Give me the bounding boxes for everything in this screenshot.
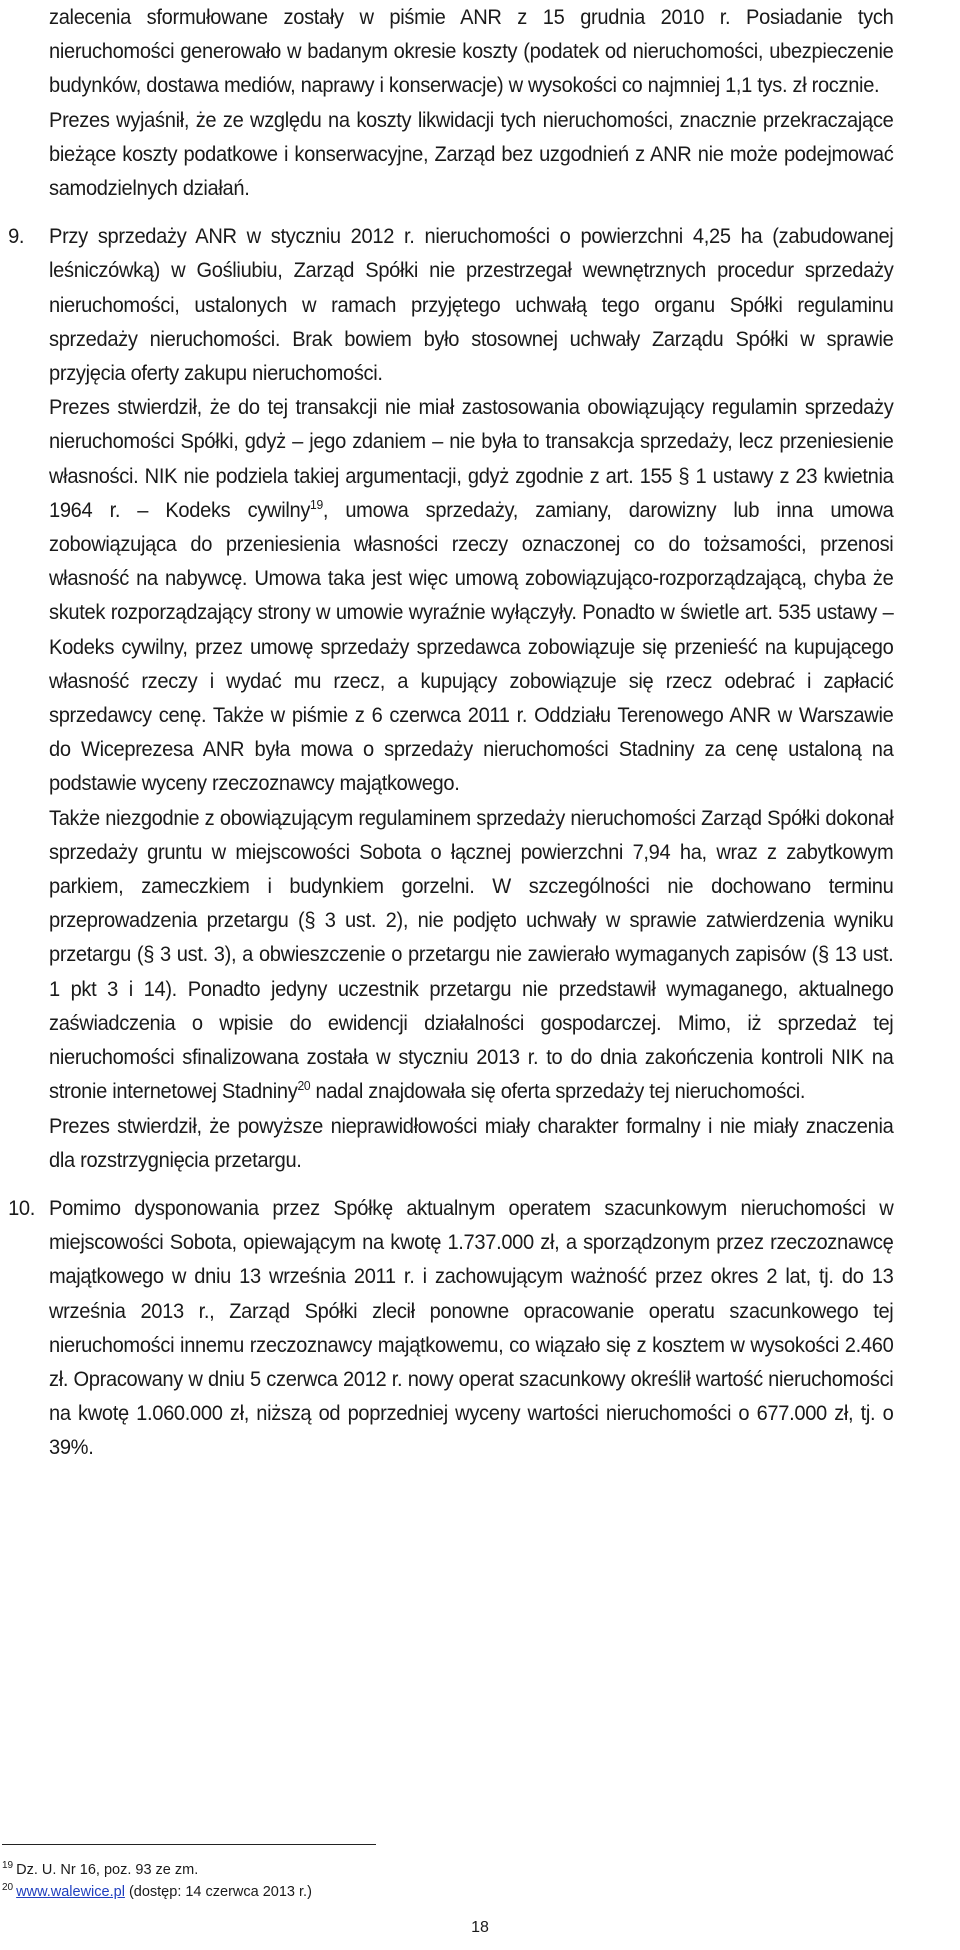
list-item-9 <box>8 219 894 1177</box>
footnote-20 <box>2 1881 702 1903</box>
paragraph-intro: zalecenia sformułowane zostały w piśmie ANR z 15 grudnia 2010 r. Posiadanie tych nieruchomości generowało w badanym okresie koszty (podatek od nieruchomości, ubezpieczenie budynków, dostawa mediów, naprawy i konserwacje) w wysokości co najmniej 1,1 tys. zł rocznie. <box>49 4 894 98</box>
list-item-number: 9. <box>8 223 25 249</box>
item9-p3-text-b: nadal znajdowała się oferta sprzedaży tej nieruchomości. <box>310 1078 806 1104</box>
paragraph-prezes-explanation: Prezes wyjaśnił, że ze względu na koszty likwidacji tych nieruchomości, znacznie przekraczające bieżące koszty podatkowe i konserwacyjne, Zarząd bez uzgodnień z ANR nie może podejmować samodzielnych działań. <box>49 106 894 201</box>
item9-paragraph-3 <box>49 801 893 1109</box>
item9-p2-text-b: , umowa sprzedaży, zamiany, darowizny lub inna umowa zobowiązująca do przeniesienia własności rzeczy oznaczonej co do tożsamości, przenosi własność na nabywcę. Umowa taka jest więc umową zobowiązująco-rozporządzającą, chyba że skutek rozporządzający strony w umowie wyraźnie wyłączyły. Ponadto w świetle art. 535 ustawy – Kodeks cywilny, przez umowę sprzedaży sprzedawca zobowiązuje się przenieść na kupującego własność rzeczy i wydać mu rzecz, a kupujący zobowiązuje się rzecz odebrać i zapłacić sprzedawcy cenę. Także w piśmie z 6 czerwca 2011 r. Oddziału Terenowego ANR w Warszawie do Wiceprezesa ANR była mowa o sprzedaży nieruchomości Stadniny za cenę ustaloną na podstawie wyceny rzeczoznawcy majątkowego. <box>49 496 894 796</box>
item9-p3-text-a: Także niezgodnie z obowiązującym regulaminem sprzedaży nieruchomości Zarząd Spółki dokonał sprzedaży gruntu w miejscowości Sobota o łącznej powierzchni 7,94 ha, wraz z zabytkowym parkiem, zameczkiem i budynkiem gorzelni. W szczególności nie dochowano terminu przeprowadzenia przetargu (§ 3 ust. 2), nie podjęto uchwały w sprawie zatwierdzenia wyniku przetargu (§ 3 ust. 3), a obwieszczenie o przetargu nie zawierało wymaganych zapisów (§ 13 ust. 1 pkt 3 i 14). Ponadto jedyny uczestnik przetargu nie przedstawił wymaganego, aktualnego zaświadczenia o wpisie do ewidencji działalności gospodarczej. Mimo, iż sprzedaż tej nieruchomości sfinalizowana została w styczniu 2013 r. to do dnia zakończenia kontroli NIK na stronie internetowej Stadniny <box>49 804 894 1104</box>
walewice-link[interactable]: www.walewice.pl <box>16 1884 125 1900</box>
footnote-separator <box>2 1844 376 1845</box>
footnote-19-text: Dz. U. Nr 16, poz. 93 ze zm. <box>16 1862 199 1878</box>
item9-p2-text-a: Prezes stwierdził, że do tej transakcji nie miał zastosowania obowiązujący regulamin sprzedaży nieruchomości Spółki, gdyż – jego zdaniem – nie była to transakcja sprzedaży, lecz przeniesienie własności. NIK nie podziela takiej argumentacji, gdyż zgodnie z art. 155 § 1 ustawy z 23 kwietnia 1964 r. – Kodeks cywilny <box>49 394 894 522</box>
footnote-20-text: (dostęp: 14 czerwca 2013 r.) <box>124 1884 312 1900</box>
list-item-10 <box>8 1191 894 1465</box>
footnotes <box>2 1859 702 1903</box>
footnote-ref-20: 20 <box>297 1078 311 1094</box>
footnote-19-mark: 19 <box>2 1860 14 1872</box>
list-item-number: 10. <box>8 1194 36 1220</box>
item9-paragraph-4: Prezes stwierdził, że powyższe nieprawidłowości miały charakter formalny i nie miały znaczenia dla rozstrzygnięcia przetargu. <box>49 1112 894 1172</box>
item9-paragraph-2 <box>49 390 893 800</box>
page-number: 18 <box>471 1919 489 1936</box>
footnote-20-mark: 20 <box>2 1882 14 1894</box>
footnote-ref-19: 19 <box>310 496 323 512</box>
item10-paragraph-1: Pomimo dysponowania przez Spółkę aktualnym operatem szacunkowym nieruchomości w miejscowości Sobota, opiewającym na kwotę 1.737.000 zł, a sporządzonym przez rzeczoznawcę majątkowego w dniu 13 września 2011 r. i zachowującym ważność przez okres 2 lat, tj. do 13 września 2013 r., Zarząd Spółki zlecił ponowne opracowanie operatu szacunkowego tej nieruchomości innemu rzeczoznawcy majątkowemu, co wiązało się z kosztem w wysokości 2.460 zł. Opracowany w dniu 5 czerwca 2012 r. nowy operat szacunkowy określił wartość nieruchomości na kwotę 1.060.000 zł, niższą od poprzedniej wyceny wartości nieruchomości o 677.000 zł, tj. o 39%. <box>49 1194 894 1460</box>
item9-paragraph-1: Przy sprzedaży ANR w styczniu 2012 r. nieruchomości o powierzchni 4,25 ha (zabudowanej leśniczówką) w Gośliubiu, Zarząd Spółki nie przestrzegał wewnętrznych procedur sprzedaży nieruchomości, ustalonych w ramach przyjętego uchwałą tego organu Spółki regulaminu sprzedaży nieruchomości. Brak bowiem było stosownej uchwały Zarządu Spółki w sprawie przyjęcia oferty zakupu nieruchomości. <box>49 223 894 386</box>
footnote-19 <box>2 1859 702 1881</box>
main-text <box>8 0 894 1465</box>
